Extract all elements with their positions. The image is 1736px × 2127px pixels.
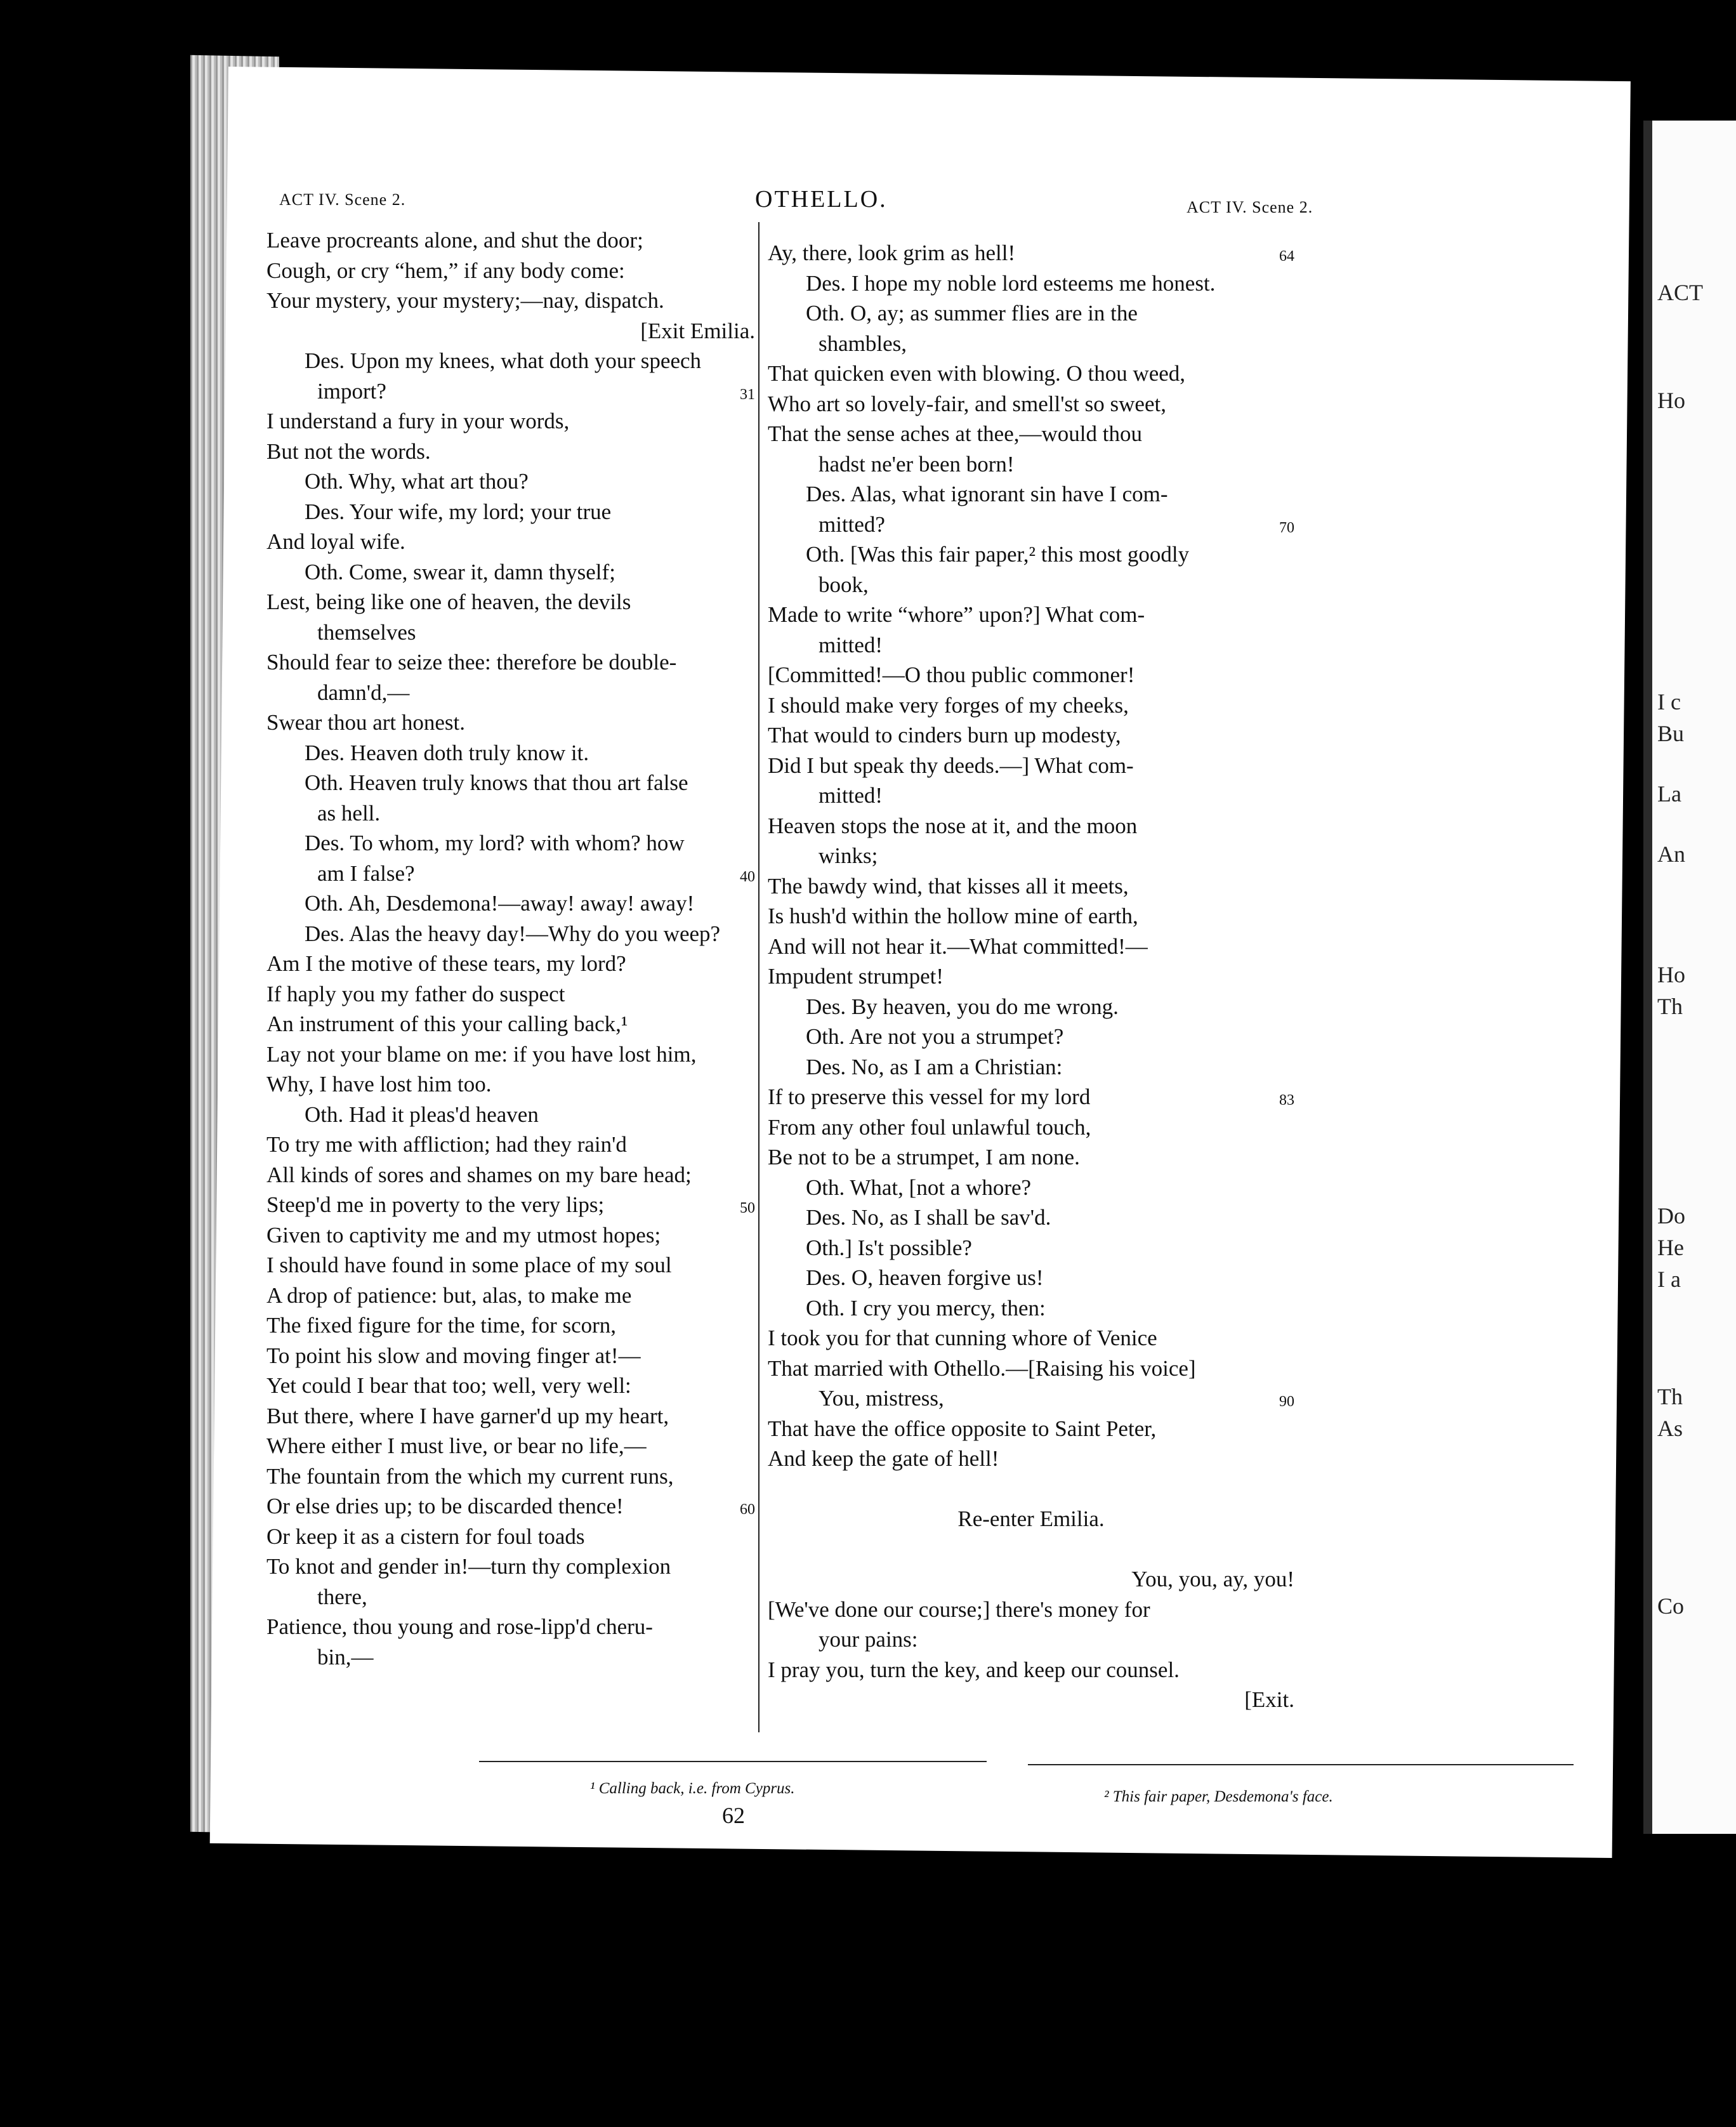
verse-line (768, 720, 1294, 751)
verse-text: Des. No, as I am a Christian: (806, 1054, 1063, 1079)
verse-text: import? (317, 378, 386, 404)
verse-text: Oth. Ah, Desdemona!—away! away! away! (305, 891, 695, 916)
verse-text: To point his slow and moving finger at!— (266, 1343, 641, 1368)
verse-text: Why, I have lost him too. (266, 1072, 492, 1096)
verse-text: Oth. Heaven truly knows that thou art false (305, 770, 688, 795)
verse-text: Given to captivity me and my utmost hopes; (266, 1222, 661, 1248)
verse-text: A drop of patience: but, alas, to make me (266, 1282, 632, 1308)
facing-page-fragment: Do (1657, 1203, 1685, 1228)
facing-page-fragment: I a (1657, 1267, 1681, 1292)
verse-line (768, 690, 1294, 721)
verse-text: And keep the gate of hell! (768, 1446, 999, 1471)
running-head-right: ACT IV. Scene 2. (1187, 198, 1313, 216)
verse-line (768, 449, 1294, 480)
verse-line (266, 1009, 755, 1039)
facing-page-fragment: Co (1657, 1593, 1685, 1619)
verse-line (768, 298, 1294, 329)
verse-line (768, 539, 1294, 570)
verse-text: winks; (819, 843, 878, 868)
verse-text: Leave procreants alone, and shut the door; (266, 228, 643, 253)
verse-text: there, (317, 1584, 367, 1609)
verse-text: Des. No, as I shall be sav'd. (806, 1205, 1051, 1230)
verse-line (768, 1353, 1294, 1384)
verse-line (266, 1250, 755, 1281)
verse-text: Did I but speak thy deeds.—] What com- (768, 753, 1134, 778)
verse-line (266, 1582, 755, 1612)
verse-text: themselves (317, 619, 416, 645)
verse-text: Oth.] Is't possible? (806, 1235, 972, 1260)
verse-line (266, 647, 755, 678)
verse-text: I should make very forges of my cheeks, (768, 692, 1129, 718)
verse-line (266, 1160, 755, 1190)
facing-page-fragment: Ho (1657, 388, 1685, 413)
verse-line (768, 1564, 1294, 1595)
verse-text: Oth. Why, what art thou? (305, 469, 529, 494)
verse-line (266, 466, 755, 497)
verse-text: Des. Upon my knees, what doth your speech (305, 348, 702, 373)
verse-line (266, 437, 755, 467)
facing-page-fragment: Bu (1657, 721, 1685, 746)
verse-line (266, 376, 755, 407)
verse-text: Oth. Are not you a strumpet? (806, 1024, 1064, 1049)
verse-text: But there, where I have garner'd up my heart, (266, 1403, 669, 1428)
verse-text: Oth. [Was this fair paper,² this most goodly (806, 542, 1190, 567)
verse-text: From any other foul unlawful touch, (768, 1114, 1091, 1140)
verse-line (266, 678, 755, 708)
verse-text: Yet could I bear that too; well, very well: (266, 1373, 631, 1398)
verse-line (266, 1461, 755, 1492)
verse-text: Des. Your wife, my lord; your true (305, 499, 612, 524)
verse-text: Des. By heaven, you do me wrong. (806, 994, 1119, 1019)
verse-line (768, 510, 1294, 540)
verse-text: mitted? (819, 511, 885, 537)
left-text-column (266, 225, 755, 1672)
line-number: 40 (740, 868, 755, 885)
verse-text: Who art so lovely-fair, and smell'st so sweet, (768, 391, 1166, 416)
verse-line (768, 901, 1294, 932)
line-number: 90 (1279, 1393, 1294, 1410)
verse-line (768, 1263, 1294, 1293)
verse-line (266, 1491, 755, 1522)
verse-text: Or else dries up; to be discarded thence! (266, 1494, 624, 1518)
verse-text: Ay, there, look grim as hell! (768, 240, 1016, 265)
verse-text: damn'd,— (317, 680, 410, 705)
verse-line (266, 1039, 755, 1070)
verse-line (266, 1431, 755, 1461)
running-head-left: ACT IV. Scene 2. (279, 190, 406, 209)
verse-text: That have the office opposite to Saint Peter, (768, 1416, 1157, 1441)
verse-text: Lest, being like one of heaven, the devils (266, 589, 631, 614)
verse-text: The fountain from the which my current runs, (266, 1463, 674, 1489)
footnote-left: ¹ Calling back, i.e. from Cyprus. (590, 1780, 795, 1797)
footnote-rule-left (479, 1761, 987, 1762)
verse-line (768, 780, 1294, 811)
verse-text: Des. O, heaven forgive us! (806, 1265, 1044, 1290)
verse-line (266, 1401, 755, 1432)
verse-line (266, 557, 755, 588)
verse-line (266, 1129, 755, 1160)
verse-line (266, 1551, 755, 1582)
verse-text: [Exit. (1244, 1687, 1294, 1712)
verse-line (266, 979, 755, 1010)
column-divider (758, 222, 760, 1732)
verse-text: Oth. What, [not a whore? (806, 1175, 1032, 1200)
facing-page-fragment: As (1657, 1416, 1683, 1441)
verse-text: Des. Heaven doth truly know it. (305, 740, 589, 765)
verse-line (266, 1220, 755, 1251)
verse-text: Your mystery, your mystery;—nay, dispatch. (266, 288, 664, 313)
verse-text: Made to write “whore” upon?] What com- (768, 602, 1145, 627)
page-number: 62 (722, 1803, 745, 1828)
verse-line (266, 316, 755, 346)
verse-line (768, 1685, 1294, 1715)
verse-line (266, 617, 755, 648)
verse-text: mitted! (819, 632, 883, 657)
line-number: 60 (740, 1501, 755, 1518)
verse-line (266, 768, 755, 798)
verse-line (768, 1323, 1294, 1353)
verse-line (768, 841, 1294, 871)
verse-line (768, 1534, 1294, 1565)
verse-line (768, 932, 1294, 962)
verse-text: mitted! (819, 783, 883, 808)
facing-page-fragment: Ho (1657, 962, 1685, 987)
verse-line (768, 1022, 1294, 1052)
verse-line (266, 1281, 755, 1311)
verse-text: Des. Alas the heavy day!—Why do you weep? (305, 921, 721, 946)
verse-line (266, 828, 755, 859)
verse-line (768, 1202, 1294, 1233)
verse-line (768, 1444, 1294, 1474)
line-number: 50 (740, 1200, 755, 1216)
verse-line (266, 527, 755, 557)
verse-line (768, 238, 1294, 268)
verse-line (266, 497, 755, 527)
verse-line (768, 1173, 1294, 1203)
verse-text: Should fear to seize thee: therefore be double- (266, 650, 677, 675)
line-number: 64 (1279, 248, 1294, 265)
verse-line (266, 1341, 755, 1371)
verse-text: Or keep it as a cistern for foul toads (266, 1524, 585, 1549)
verse-line (768, 961, 1294, 992)
verse-line (768, 630, 1294, 661)
verse-text: You, you, ay, you! (1131, 1567, 1294, 1591)
verse-text: [We've done our course;] there's money for (768, 1597, 1150, 1622)
verse-text: Be not to be a strumpet, I am none. (768, 1145, 1080, 1169)
verse-text: To knot and gender in!—turn thy complexion (266, 1554, 671, 1579)
verse-line (768, 660, 1294, 690)
verse-text: Re-enter Emilia. (957, 1506, 1105, 1531)
verse-line (266, 587, 755, 617)
verse-line (266, 1371, 755, 1401)
verse-line (768, 268, 1294, 299)
verse-text: Heaven stops the nose at it, and the moon (768, 813, 1138, 838)
verse-text: hadst ne'er been born! (819, 451, 1015, 477)
verse-text: Patience, thou young and rose-lipp'd cheru- (266, 1614, 653, 1639)
verse-line (768, 389, 1294, 419)
verse-text: [Exit Emilia. (640, 318, 755, 343)
verse-line (768, 1233, 1294, 1263)
verse-text: Oth. Come, swear it, damn thyself; (305, 559, 615, 584)
verse-line (768, 1383, 1294, 1414)
verse-text: Oth. Had it pleas'd heaven (305, 1102, 539, 1127)
verse-line (768, 871, 1294, 902)
verse-line (768, 359, 1294, 389)
verse-text: The fixed figure for the time, for scorn, (266, 1313, 617, 1338)
verse-text: shambles, (819, 331, 907, 356)
verse-line (266, 919, 755, 949)
verse-text: Is hush'd within the hollow mine of earth, (768, 904, 1138, 928)
verse-text: Am I the motive of these tears, my lord? (266, 951, 626, 976)
right-text-column (768, 238, 1294, 1715)
verse-text: An instrument of this your calling back,¹ (266, 1011, 628, 1036)
verse-line (768, 570, 1294, 600)
verse-line (768, 751, 1294, 781)
verse-line (266, 286, 755, 316)
verse-text: your pains: (819, 1627, 918, 1652)
verse-line (768, 419, 1294, 449)
verse-line (266, 798, 755, 829)
verse-line (768, 1293, 1294, 1324)
verse-line (768, 600, 1294, 630)
verse-line (266, 406, 755, 437)
verse-line (266, 225, 755, 256)
verse-text: All kinds of sores and shames on my bare head; (266, 1162, 692, 1187)
facing-page-fragment: He (1657, 1235, 1684, 1260)
verse-text: book, (819, 572, 869, 597)
footnote-right: ² This fair paper, Desdemona's face. (1104, 1788, 1333, 1805)
line-number: 31 (740, 386, 755, 403)
verse-text: bin,— (317, 1644, 374, 1669)
verse-text: That married with Othello.—[Raising his voice] (768, 1355, 1196, 1381)
verse-line (266, 1310, 755, 1341)
verse-line (768, 1655, 1294, 1685)
verse-text: Where either I must live, or bear no life,— (266, 1433, 647, 1458)
verse-text: as hell. (317, 800, 381, 826)
facing-page-fragment: Th (1657, 1384, 1683, 1409)
verse-text: If haply you my father do suspect (266, 981, 565, 1006)
verse-text: I should have found in some place of my soul (266, 1253, 672, 1277)
verse-line (768, 1624, 1294, 1655)
verse-line (266, 1190, 755, 1220)
verse-text: Des. I hope my noble lord esteems me honest. (806, 270, 1216, 296)
verse-text: Des. To whom, my lord? with whom? how (305, 831, 685, 855)
verse-line (266, 1069, 755, 1100)
verse-line (266, 1100, 755, 1130)
verse-text: I pray you, turn the key, and keep our counsel. (768, 1657, 1180, 1682)
verse-line (768, 1082, 1294, 1112)
line-number: 83 (1279, 1092, 1294, 1109)
facing-page-fragment: ACT (1657, 280, 1703, 305)
verse-text: The bawdy wind, that kisses all it meets, (768, 873, 1129, 899)
verse-line (768, 1595, 1294, 1625)
verse-text: I understand a fury in your words, (266, 409, 570, 433)
verse-text: And will not hear it.—What committed!— (768, 933, 1148, 959)
verse-line (768, 1474, 1294, 1505)
facing-page (1643, 121, 1736, 1834)
verse-line (266, 1612, 755, 1642)
verse-text: If to preserve this vessel for my lord (768, 1084, 1091, 1109)
line-number: 70 (1279, 519, 1294, 536)
verse-text: Impudent strumpet! (768, 964, 944, 989)
verse-text: Oth. I cry you mercy, then: (806, 1295, 1046, 1320)
verse-text: I took you for that cunning whore of Venice (768, 1326, 1157, 1350)
verse-line (768, 1504, 1294, 1534)
verse-text: You, mistress, (819, 1386, 944, 1411)
verse-text: am I false? (317, 860, 415, 886)
verse-text: Lay not your blame on me: if you have lost him, (266, 1041, 697, 1067)
verse-line (768, 1052, 1294, 1083)
verse-line (768, 811, 1294, 841)
verse-text: That would to cinders burn up modesty, (768, 723, 1121, 747)
verse-text: Des. Alas, what ignorant sin have I com- (806, 482, 1168, 506)
verse-line (768, 1142, 1294, 1173)
verse-text: That quicken even with blowing. O thou weed, (768, 361, 1186, 386)
verse-line (266, 1642, 755, 1673)
running-head-title: OTHELLO. (755, 186, 888, 213)
verse-text: Steep'd me in poverty to the very lips; (266, 1192, 605, 1217)
verse-line (266, 708, 755, 738)
verse-line (266, 888, 755, 919)
verse-line (768, 1414, 1294, 1444)
verse-line (768, 479, 1294, 510)
verse-line (266, 346, 755, 376)
verse-text: Oth. O, ay; as summer flies are in the (806, 301, 1138, 326)
verse-text: [Committed!—O thou public commoner! (768, 662, 1135, 687)
facing-page-fragment: I c (1657, 689, 1681, 714)
verse-text: And loyal wife. (266, 529, 405, 554)
footnote-rule-right (1028, 1764, 1574, 1765)
facing-page-fragment: La (1657, 781, 1681, 807)
verse-line (768, 1112, 1294, 1143)
verse-text: Swear thou art honest. (266, 710, 465, 735)
verse-line (266, 256, 755, 286)
verse-text: To try me with affliction; had they rain'd (266, 1132, 627, 1157)
verse-line (266, 859, 755, 889)
verse-line (266, 949, 755, 979)
verse-line (266, 738, 755, 768)
verse-line (266, 1522, 755, 1552)
verse-text: That the sense aches at thee,—would thou (768, 421, 1142, 446)
facing-page-fragment: An (1657, 841, 1685, 867)
verse-line (768, 992, 1294, 1022)
verse-line (768, 329, 1294, 359)
facing-page-fragment: Th (1657, 994, 1683, 1019)
verse-text: But not the words. (266, 438, 431, 464)
verse-text: Cough, or cry “hem,” if any body come: (266, 258, 625, 283)
